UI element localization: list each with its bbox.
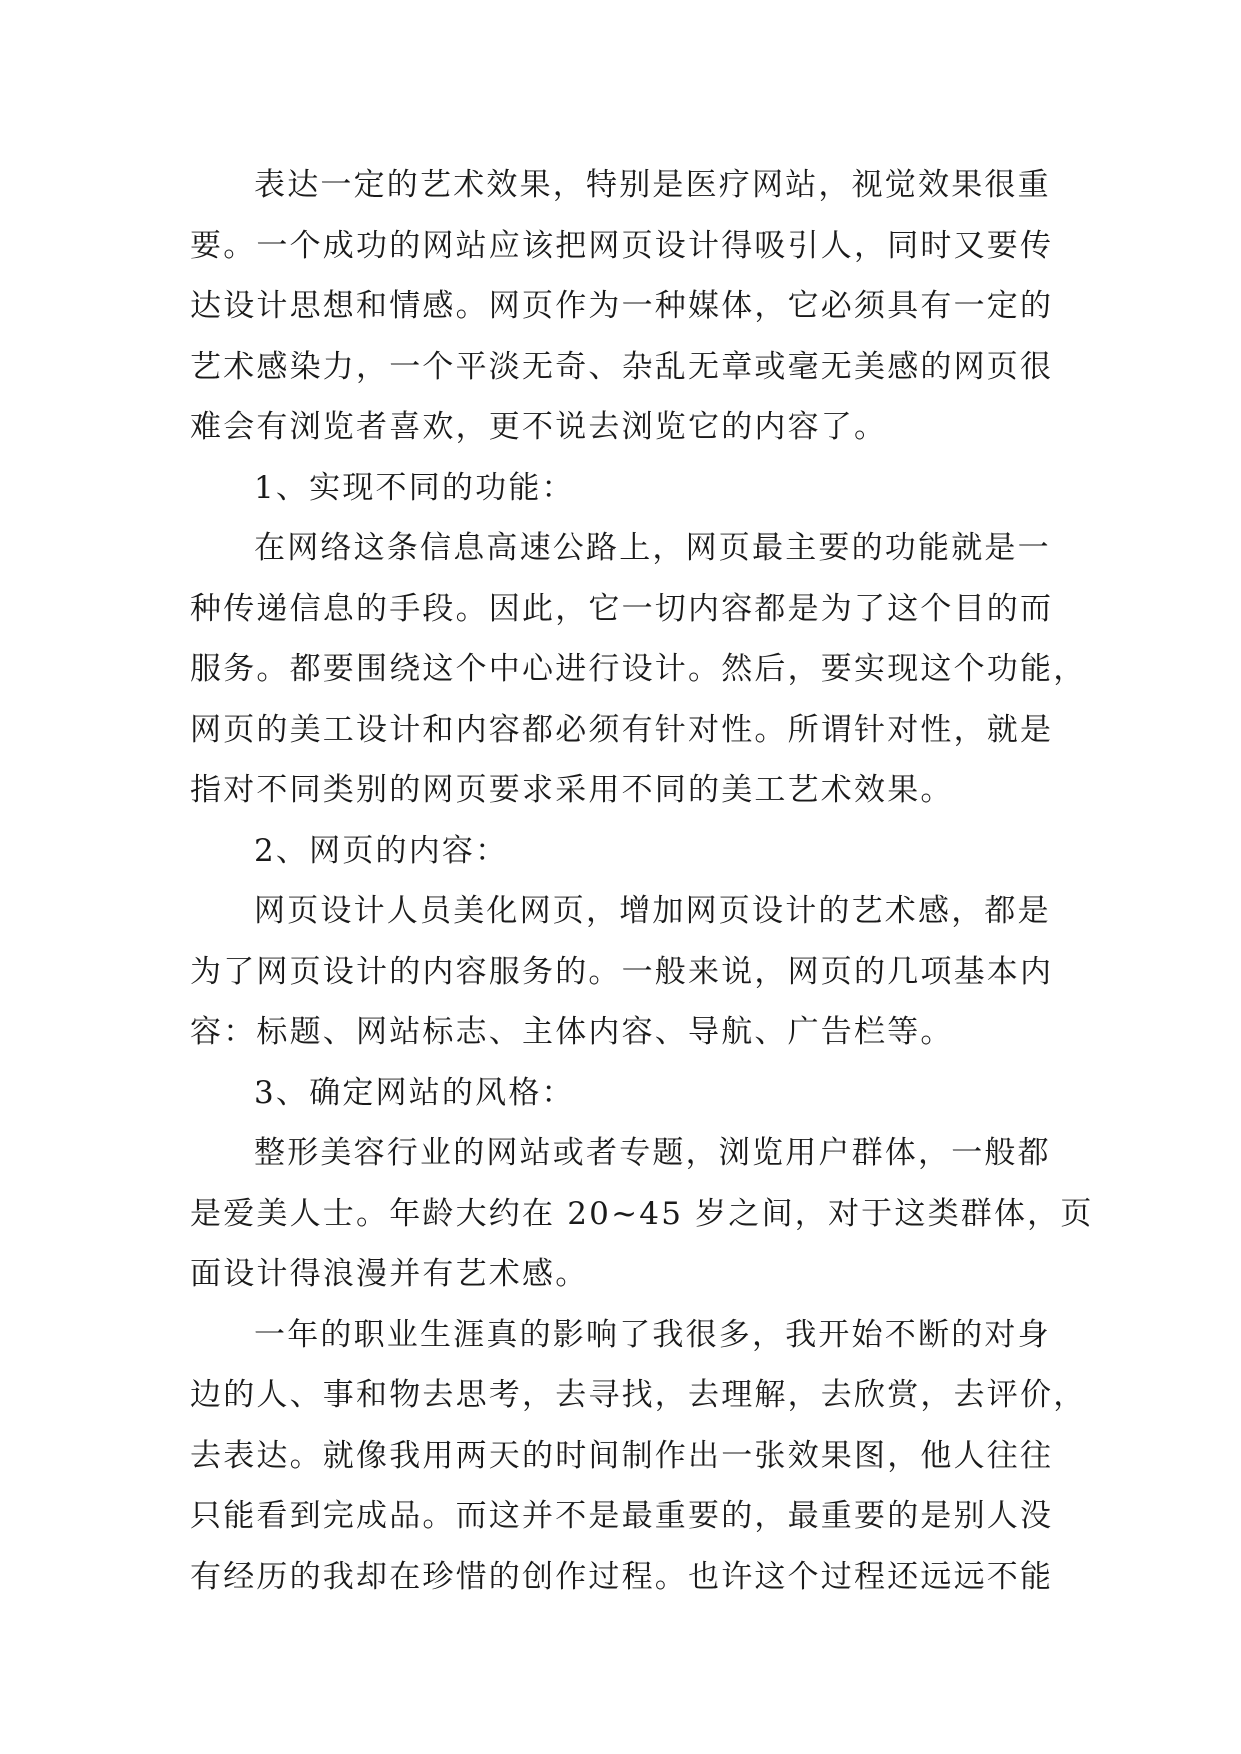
text-line: 有经历的我却在珍惜的创作过程。也许这个过程还远远不能 <box>190 1558 1054 1595</box>
text-line: 为了网页设计的内容服务的。一般来说，网页的几项基本内 <box>190 953 1054 990</box>
text-line: 网页设计人员美化网页，增加网页设计的艺术感，都是 <box>254 893 1051 929</box>
text-line: 整形美容行业的网站或者专题，浏览用户群体，一般都 <box>254 1135 1051 1171</box>
text-line: 去表达。就像我用两天的时间制作出一张效果图，他人往往 <box>190 1437 1054 1474</box>
text-line: 指对不同类别的网页要求采用不同的美工艺术效果。 <box>190 772 954 808</box>
text-line: 种传递信息的手段。因此，它一切内容都是为了这个目的而 <box>190 590 1054 627</box>
text-line: 达设计思想和情感。网页作为一种媒体，它必须具有一定的 <box>190 288 1054 324</box>
text-line: 1、实现不同的功能： <box>254 469 575 506</box>
text-line: 一年的职业生涯真的影响了我很多，我开始不断的对身 <box>254 1316 1051 1353</box>
text-line: 3、确定网站的风格： <box>254 1074 575 1111</box>
text-line: 要。一个成功的网站应该把网页设计得吸引人，同时又要传 <box>190 227 1054 264</box>
text-line: 2、网页的内容： <box>254 832 509 869</box>
text-line: 在网络这条信息高速公路上，网页最主要的功能就是一 <box>254 530 1051 566</box>
text-line: 网页的美工设计和内容都必须有针对性。所谓针对性，就是 <box>190 711 1054 748</box>
document-body <box>190 155 1094 1607</box>
text-line: 只能看到完成品。而这并不是最重要的，最重要的是别人没 <box>190 1498 1054 1534</box>
text-line: 面设计得浪漫并有艺术感。 <box>190 1256 589 1292</box>
text-line: 服务。都要围绕这个中心进行设计。然后，要实现这个功能， <box>190 651 1087 687</box>
text-line: 容：标题、网站标志、主体内容、导航、广告栏等。 <box>190 1014 954 1050</box>
text-line: 表达一定的艺术效果，特别是医疗网站，视觉效果很重 <box>254 167 1051 203</box>
text-line: 难会有浏览者喜欢，更不说去浏览它的内容了。 <box>190 409 888 445</box>
text-line: 边的人、事和物去思考，去寻找，去理解，去欣赏，去评价， <box>190 1377 1087 1413</box>
text-line: 是爱美人士。年龄大约在 20~45 岁之间，对于这类群体，页 <box>190 1195 1094 1232</box>
text-line: 艺术感染力，一个平淡无奇、杂乱无章或毫无美感的网页很 <box>190 348 1054 385</box>
